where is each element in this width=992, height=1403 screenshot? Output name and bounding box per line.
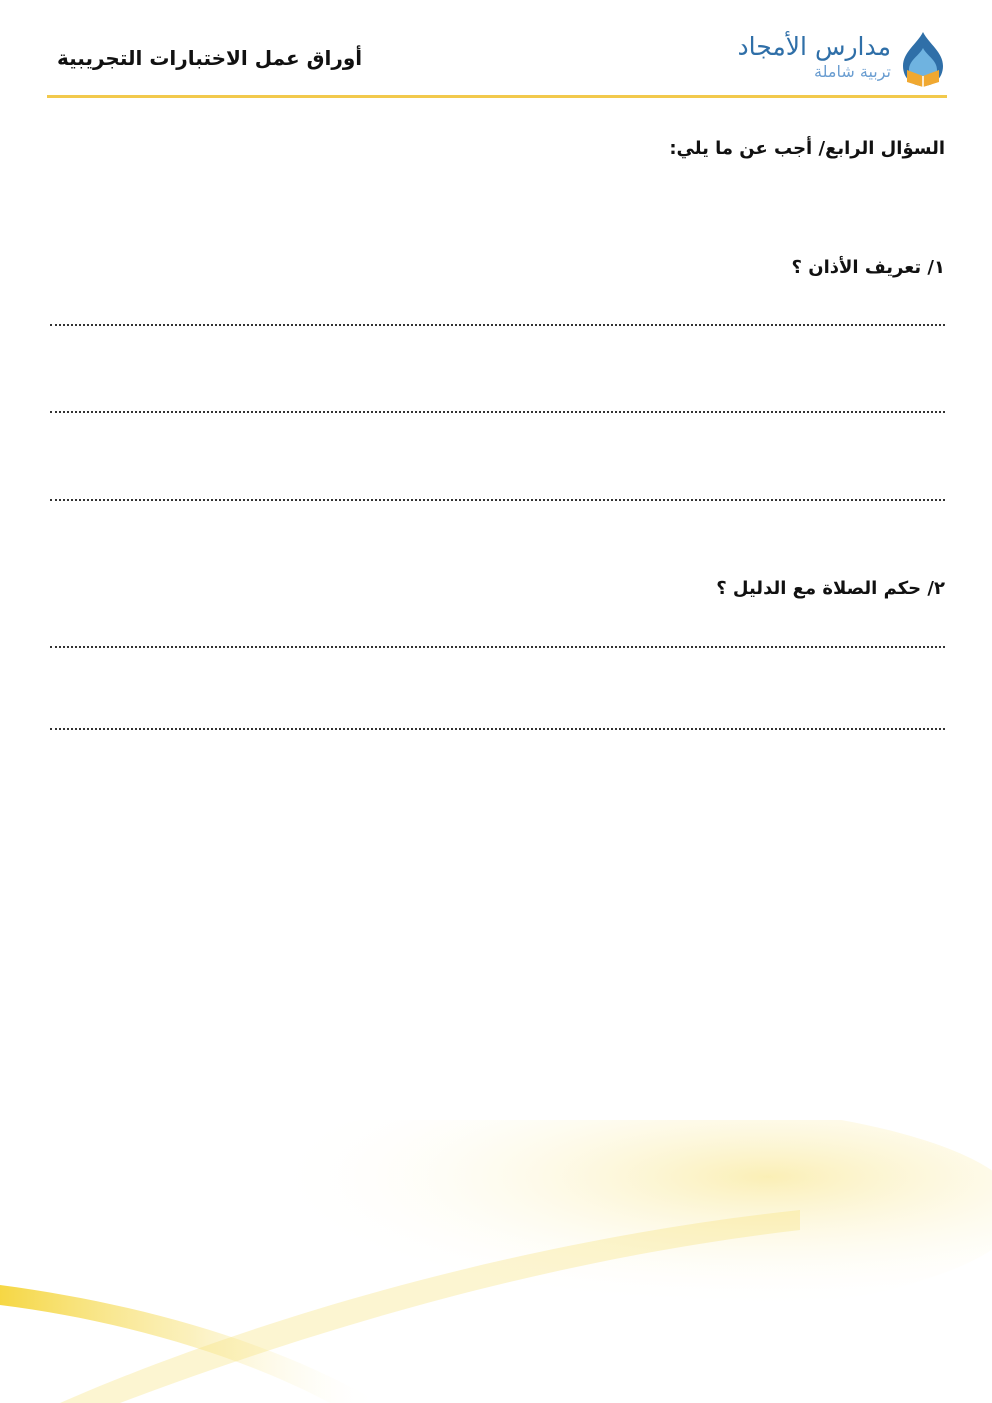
school-logo [737,30,947,90]
page-header [47,22,947,98]
question-item-2: ٢/ حكم الصلاة مع الدليل ؟ [716,578,945,599]
decorative-glow [0,1120,992,1403]
logo-tagline: تربية شاملة [814,62,891,81]
logo-drop-icon [899,30,947,88]
document-title: أوراق عمل الاختبارات التجريبية [57,46,363,70]
header-divider [47,95,947,98]
answer-line[interactable] [50,324,945,326]
answer-line[interactable] [50,728,945,730]
answer-line[interactable] [50,646,945,648]
answer-line[interactable] [50,499,945,501]
question-item-1: ١/ تعريف الأذان ؟ [791,257,945,278]
answer-line[interactable] [50,411,945,413]
logo-title: مدارس الأمجاد [737,32,891,61]
question-heading: السؤال الرابع/ أجب عن ما يلي: [669,138,945,159]
